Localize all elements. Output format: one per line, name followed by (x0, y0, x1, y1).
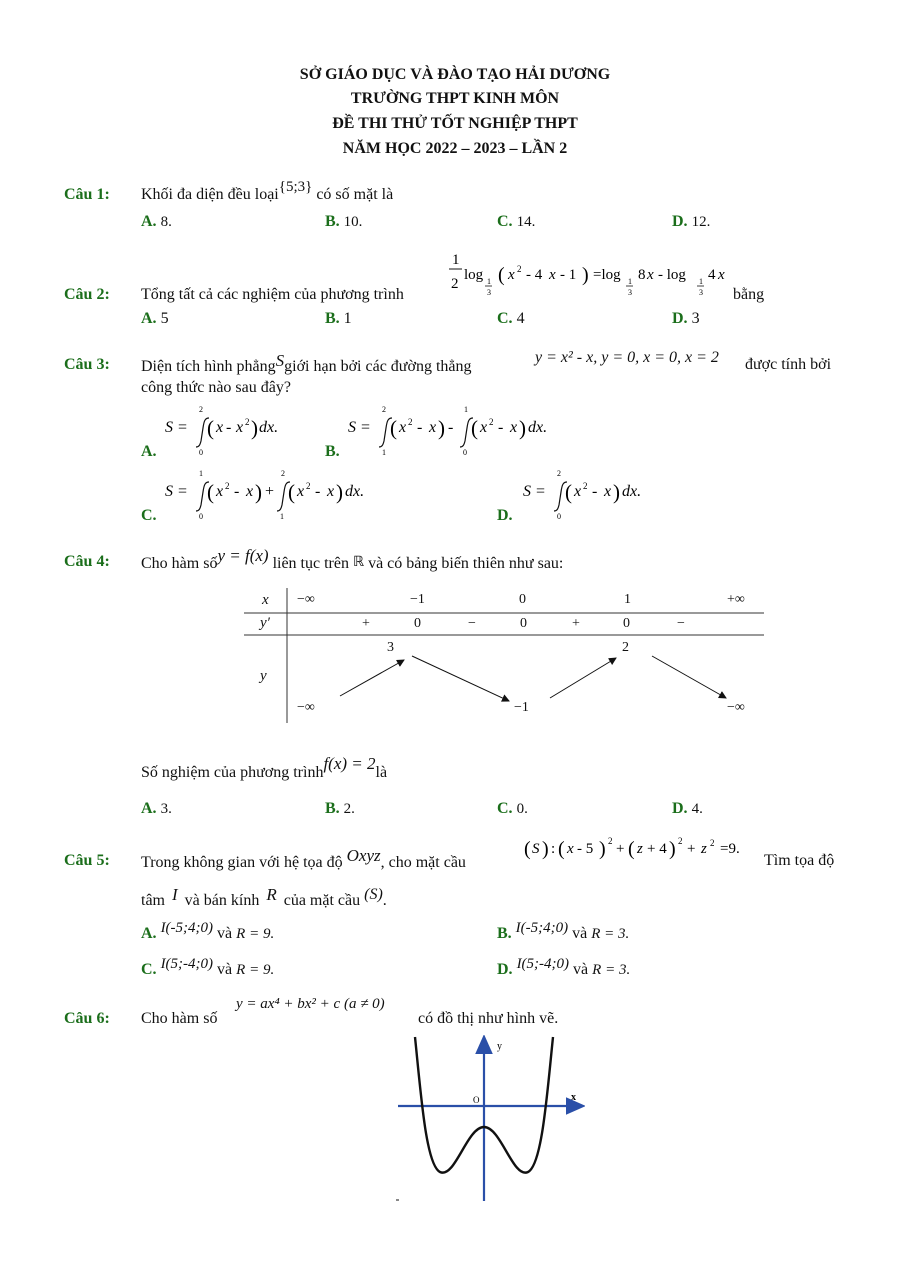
q3-label: Câu 3: (64, 356, 110, 373)
svg-text:x: x (246, 483, 254, 500)
q4-option-d-key: D. (672, 800, 688, 817)
svg-text:2: 2 (517, 264, 522, 274)
q5-radius: R (266, 885, 277, 904)
svg-text:x: x (549, 267, 556, 283)
svg-text:1: 1 (199, 469, 203, 478)
svg-text:1: 1 (699, 277, 703, 286)
q5-option-b-radius: R = 3. (591, 926, 630, 942)
q4-math: y = f(x) (217, 546, 269, 565)
vt-sign: − (468, 616, 476, 631)
q5-line2: tâm I và bán kính R của mặt cầu (S). (141, 885, 387, 909)
svg-text:- 4: - 4 (526, 267, 543, 283)
q4-stem (141, 546, 564, 573)
vt-sign: + (362, 616, 370, 631)
svg-text:0: 0 (463, 448, 467, 457)
svg-text:S: S (532, 841, 540, 857)
vt-sign: 0 (414, 616, 421, 631)
q5-option-b-center: I(-5;4;0) (515, 920, 569, 936)
q5-line2-a: tâm (141, 892, 165, 909)
q1-option-a[interactable] (141, 213, 172, 231)
svg-text:0: 0 (199, 448, 203, 457)
q3-var: S (275, 351, 285, 370)
q5-text-after: Tìm tọa độ (764, 852, 835, 869)
q5-stem (141, 846, 466, 872)
svg-text:-: - (498, 419, 504, 436)
svg-text:8: 8 (638, 267, 646, 283)
svg-text:log: log (464, 267, 484, 283)
svg-text:): ) (255, 480, 262, 504)
vt-x-value: +∞ (727, 592, 745, 607)
svg-text::: : (551, 841, 556, 857)
q4-option-b-key: B. (325, 800, 340, 817)
q3-text-mid: giới hạn bởi các đường thẳng (284, 358, 472, 375)
svg-text:=: = (178, 483, 188, 500)
variation-table-lines (244, 588, 764, 723)
svg-text:): ) (613, 480, 620, 504)
svg-text:+: + (616, 841, 625, 857)
q5-sphere: (S) (364, 886, 383, 903)
svg-text:1: 1 (464, 405, 468, 414)
q3-line2: công thức nào sau đây? (141, 379, 291, 396)
q6-text-after: có đồ thị như hình vẽ. (418, 1010, 559, 1027)
svg-text:0: 0 (557, 512, 561, 521)
svg-text:x: x (604, 483, 612, 500)
svg-text:dx.: dx. (345, 483, 365, 500)
svg-text:2: 2 (489, 417, 494, 427)
q2-label: Câu 2: (64, 286, 110, 303)
svg-text:x: x (429, 419, 437, 436)
q4-label: Câu 4: (64, 553, 110, 570)
q1-option-b-value: 10. (343, 214, 363, 230)
svg-text:x: x (236, 419, 244, 436)
svg-text:+: + (687, 841, 696, 857)
q5-option-c-center: I(5;-4;0) (160, 956, 214, 972)
q1-math: {5;3} (278, 179, 313, 195)
svg-text:2: 2 (583, 481, 588, 491)
svg-text:3: 3 (487, 288, 491, 297)
vt-x-value: 1 (624, 592, 631, 607)
vt-y-label: y (260, 668, 267, 684)
vt-y-value: −∞ (297, 700, 315, 715)
q1-text-before: Khối đa diện đều loại (141, 186, 279, 203)
q5-option-b-key: B. (497, 925, 512, 942)
svg-text:2: 2 (408, 417, 413, 427)
q2-option-a[interactable] (141, 310, 169, 328)
svg-text:0: 0 (199, 512, 203, 521)
q3-math: y = x² - x, y = 0, x = 0, x = 2 (535, 349, 719, 366)
q4-line2 (141, 754, 388, 782)
svg-text:2: 2 (382, 405, 386, 414)
svg-text:-: - (417, 419, 423, 436)
svg-text:1: 1 (280, 512, 284, 521)
header-line-4: NĂM HỌC 2022 – 2023 – LẦN 2 (342, 140, 568, 157)
q4-option-c-key: C. (497, 800, 513, 817)
svg-text:=: = (178, 419, 188, 436)
svg-text:(: ( (558, 838, 565, 860)
svg-text:S: S (165, 483, 173, 500)
q1-option-d-key: D. (672, 213, 688, 230)
svg-text:-: - (234, 483, 240, 500)
q4-set-symbol: ℝ (352, 553, 365, 569)
q5-option-c[interactable] (141, 956, 275, 979)
q5-system: Oxyz (346, 846, 381, 865)
vt-y-value: −1 (514, 700, 529, 715)
q4-option-a-key: A. (141, 800, 157, 817)
q4-text-mid: liên tục trên (272, 555, 349, 572)
svg-text:4: 4 (708, 267, 716, 283)
q3-option-d-formula (521, 465, 661, 521)
q3-option-a-formula (163, 401, 303, 457)
q4-option-d[interactable] (672, 800, 703, 818)
svg-text:): ) (251, 416, 258, 440)
vt-yp-label: y′ (260, 615, 270, 631)
q6-math: y = ax⁴ + bx² + c (a ≠ 0) (236, 996, 385, 1012)
q5-label: Câu 5: (64, 852, 110, 869)
svg-text:z: z (701, 841, 707, 857)
q6-function-graph (395, 1035, 585, 1207)
svg-text:x: x (510, 419, 518, 436)
x-axis-label: x (571, 1092, 576, 1103)
svg-text:2: 2 (678, 836, 683, 846)
q3-text-before: Diện tích hình phẳng (141, 358, 276, 375)
svg-text:2: 2 (710, 838, 715, 848)
svg-text:3: 3 (699, 288, 703, 297)
vt-x-label: x (262, 592, 269, 608)
q1-option-a-value: 8. (160, 214, 172, 230)
q6-label: Câu 6: (64, 1010, 110, 1027)
q4-option-d-value: 4. (691, 801, 703, 817)
variation-table (244, 588, 764, 723)
svg-text:+ 4: + 4 (647, 841, 667, 857)
svg-text:(: ( (498, 264, 505, 286)
q4-option-a[interactable] (141, 800, 172, 818)
q3-option-c-formula (163, 465, 393, 521)
svg-text:x: x (399, 419, 407, 436)
q1-option-a-key: A. (141, 213, 157, 230)
svg-text:x: x (216, 483, 224, 500)
svg-text:): ) (669, 838, 676, 860)
header-line-1: SỞ GIÁO DỤC VÀ ĐÀO TẠO HẢI DƯƠNG (299, 66, 611, 83)
q3-option-b-formula (346, 401, 566, 457)
q5-text-mid: , cho mặt cầu (380, 854, 466, 871)
q2-option-d[interactable] (672, 310, 700, 328)
q1-option-b[interactable] (325, 213, 362, 231)
q1-option-c-key: C. (497, 213, 513, 230)
q1-text-after: có số mặt là (316, 186, 394, 203)
q2-option-b[interactable] (325, 310, 352, 328)
q1-option-c[interactable] (497, 213, 535, 231)
q5-option-a-key: A. (141, 925, 157, 942)
q4-option-a-value: 3. (160, 801, 172, 817)
q4-option-b[interactable] (325, 800, 355, 818)
svg-text:x: x (327, 483, 335, 500)
q2-option-b-value: 1 (343, 310, 352, 327)
svg-text:S: S (348, 419, 356, 436)
svg-text:1: 1 (382, 448, 386, 457)
svg-text:(: ( (207, 480, 214, 504)
svg-text:2: 2 (281, 469, 285, 478)
q5-center: I (172, 885, 178, 904)
vt-sign: − (677, 616, 685, 631)
q5-line2-b: và bán kính (184, 892, 260, 909)
q3-stem (141, 351, 472, 376)
q2-equation (446, 248, 731, 300)
svg-text:(: ( (565, 480, 572, 504)
svg-text:x: x (567, 841, 574, 857)
origin-label: O (473, 1095, 480, 1105)
q2-text-before: Tổng tất cả các nghiệm của phương trình (141, 286, 404, 303)
svg-text:(: ( (628, 838, 635, 860)
q3-option-b-key[interactable]: B. (325, 443, 340, 460)
q5-option-d-radius: R = 3. (592, 962, 631, 978)
q5-line2-c: của mặt cầu (283, 892, 361, 909)
q5-option-a-and: và (217, 925, 233, 942)
header-line-3: ĐỀ THI THỬ TỐT NGHIỆP THPT (332, 115, 578, 132)
svg-text:=9.: =9. (720, 841, 740, 857)
q4-line2-after: là (375, 764, 388, 781)
svg-text:2: 2 (199, 405, 203, 414)
q5-option-c-key: C. (141, 961, 157, 978)
q5-option-d-and: và (573, 961, 589, 978)
svg-text:-: - (315, 483, 321, 500)
svg-text:): ) (519, 416, 526, 440)
q5-option-d-center: I(5;-4;0) (516, 956, 570, 972)
svg-text:dx.: dx. (622, 483, 642, 500)
svg-text:1: 1 (628, 277, 632, 286)
svg-text:(: ( (524, 838, 531, 860)
svg-text:x: x (508, 267, 515, 283)
svg-text:2: 2 (245, 417, 250, 427)
svg-text:x: x (216, 419, 224, 436)
svg-text:): ) (438, 416, 445, 440)
vt-x-value: −1 (410, 592, 425, 607)
vt-y-value: 3 (387, 640, 394, 655)
svg-text:1: 1 (452, 252, 460, 268)
q4-text-after: và có bảng biến thiên như sau: (368, 555, 564, 572)
vt-x-value: 0 (519, 592, 526, 607)
svg-text:- 1: - 1 (560, 267, 577, 283)
svg-text:): ) (336, 480, 343, 504)
svg-text:z: z (637, 841, 643, 857)
q3-option-a-key[interactable]: A. (141, 443, 157, 460)
svg-text:1: 1 (487, 277, 491, 286)
svg-text:x: x (480, 419, 488, 436)
vt-sign: 0 (623, 616, 630, 631)
svg-text:-: - (448, 419, 454, 436)
q2-option-d-value: 3 (691, 310, 700, 327)
q4-option-c-value: 0. (516, 801, 528, 817)
svg-text:2: 2 (557, 469, 561, 478)
q4-line2-text: Số nghiệm của phương trình (141, 764, 324, 781)
q5-sphere-equation (524, 834, 764, 866)
svg-text:x: x (574, 483, 582, 500)
q5-option-d[interactable] (497, 956, 631, 979)
q2-option-d-key: D. (672, 310, 688, 327)
q5-option-a[interactable] (141, 920, 275, 943)
svg-text:(: ( (471, 416, 478, 440)
svg-text:+: + (265, 483, 275, 500)
q4-line2-math: f(x) = 2 (323, 754, 376, 773)
svg-text:(: ( (390, 416, 397, 440)
svg-text:(: ( (207, 416, 214, 440)
q4-option-c[interactable] (497, 800, 528, 818)
q2-option-c-value: 4 (516, 310, 525, 327)
svg-text:S: S (523, 483, 531, 500)
svg-text:dx.: dx. (528, 419, 548, 436)
q1-option-b-key: B. (325, 213, 340, 230)
q2-option-c-key: C. (497, 310, 513, 327)
q5-option-c-and: và (217, 961, 233, 978)
svg-text:): ) (599, 838, 606, 860)
svg-text:=: = (536, 483, 546, 500)
svg-text:x: x (718, 267, 725, 283)
svg-text:): ) (582, 264, 589, 286)
svg-text:dx.: dx. (259, 419, 279, 436)
q5-option-b-and: và (572, 925, 588, 942)
q5-option-a-radius: R = 9. (236, 926, 275, 942)
svg-text:-: - (226, 419, 232, 436)
vt-x-value: −∞ (297, 592, 315, 607)
q5-text-before: Trong không gian với hệ tọa độ (141, 854, 343, 871)
q4-text-before: Cho hàm số (141, 555, 218, 572)
svg-text:x: x (647, 267, 654, 283)
vt-y-value: −∞ (727, 700, 745, 715)
q1-option-d[interactable] (672, 213, 710, 231)
q1-option-d-value: 12. (691, 214, 711, 230)
q2-text-after: bằng (733, 286, 765, 303)
q1-label: Câu 1: (64, 186, 110, 203)
svg-text:): ) (542, 838, 549, 860)
svg-text:2: 2 (608, 836, 613, 846)
svg-text:-: - (592, 483, 598, 500)
y-axis-label: y (497, 1041, 502, 1052)
q2-option-a-value: 5 (160, 310, 169, 327)
q1-stem (141, 179, 394, 204)
svg-text:S: S (165, 419, 173, 436)
q3-option-d-key[interactable]: D. (497, 507, 513, 524)
svg-text:2: 2 (225, 481, 230, 491)
q5-option-d-key: D. (497, 961, 513, 978)
q4-option-b-value: 2. (343, 801, 355, 817)
q5-option-b[interactable] (497, 920, 630, 943)
svg-text:x: x (297, 483, 305, 500)
svg-text:=log: =log (593, 267, 621, 283)
q3-text-after: được tính bởi (745, 356, 832, 373)
q2-option-a-key: A. (141, 310, 157, 327)
q2-option-c[interactable] (497, 310, 525, 328)
svg-text:3: 3 (628, 288, 632, 297)
vt-y-value: 2 (622, 640, 629, 655)
vt-sign: + (572, 616, 580, 631)
svg-text:- log: - log (658, 267, 686, 283)
q1-option-c-value: 14. (516, 214, 536, 230)
svg-text:(: ( (288, 480, 295, 504)
svg-text:=: = (361, 419, 371, 436)
q5-option-c-radius: R = 9. (236, 962, 275, 978)
header-line-2: TRƯỜNG THPT KINH MÔN (350, 90, 560, 107)
svg-text:2: 2 (451, 276, 459, 292)
svg-text:- 5: - 5 (577, 841, 594, 857)
svg-text:2: 2 (306, 481, 311, 491)
q2-option-b-key: B. (325, 310, 340, 327)
q3-option-c-key[interactable]: C. (141, 507, 157, 524)
vt-sign: 0 (520, 616, 527, 631)
graph-dot (396, 1199, 399, 1201)
q6-text-before: Cho hàm số (141, 1010, 218, 1027)
q5-option-a-center: I(-5;4;0) (160, 920, 214, 936)
